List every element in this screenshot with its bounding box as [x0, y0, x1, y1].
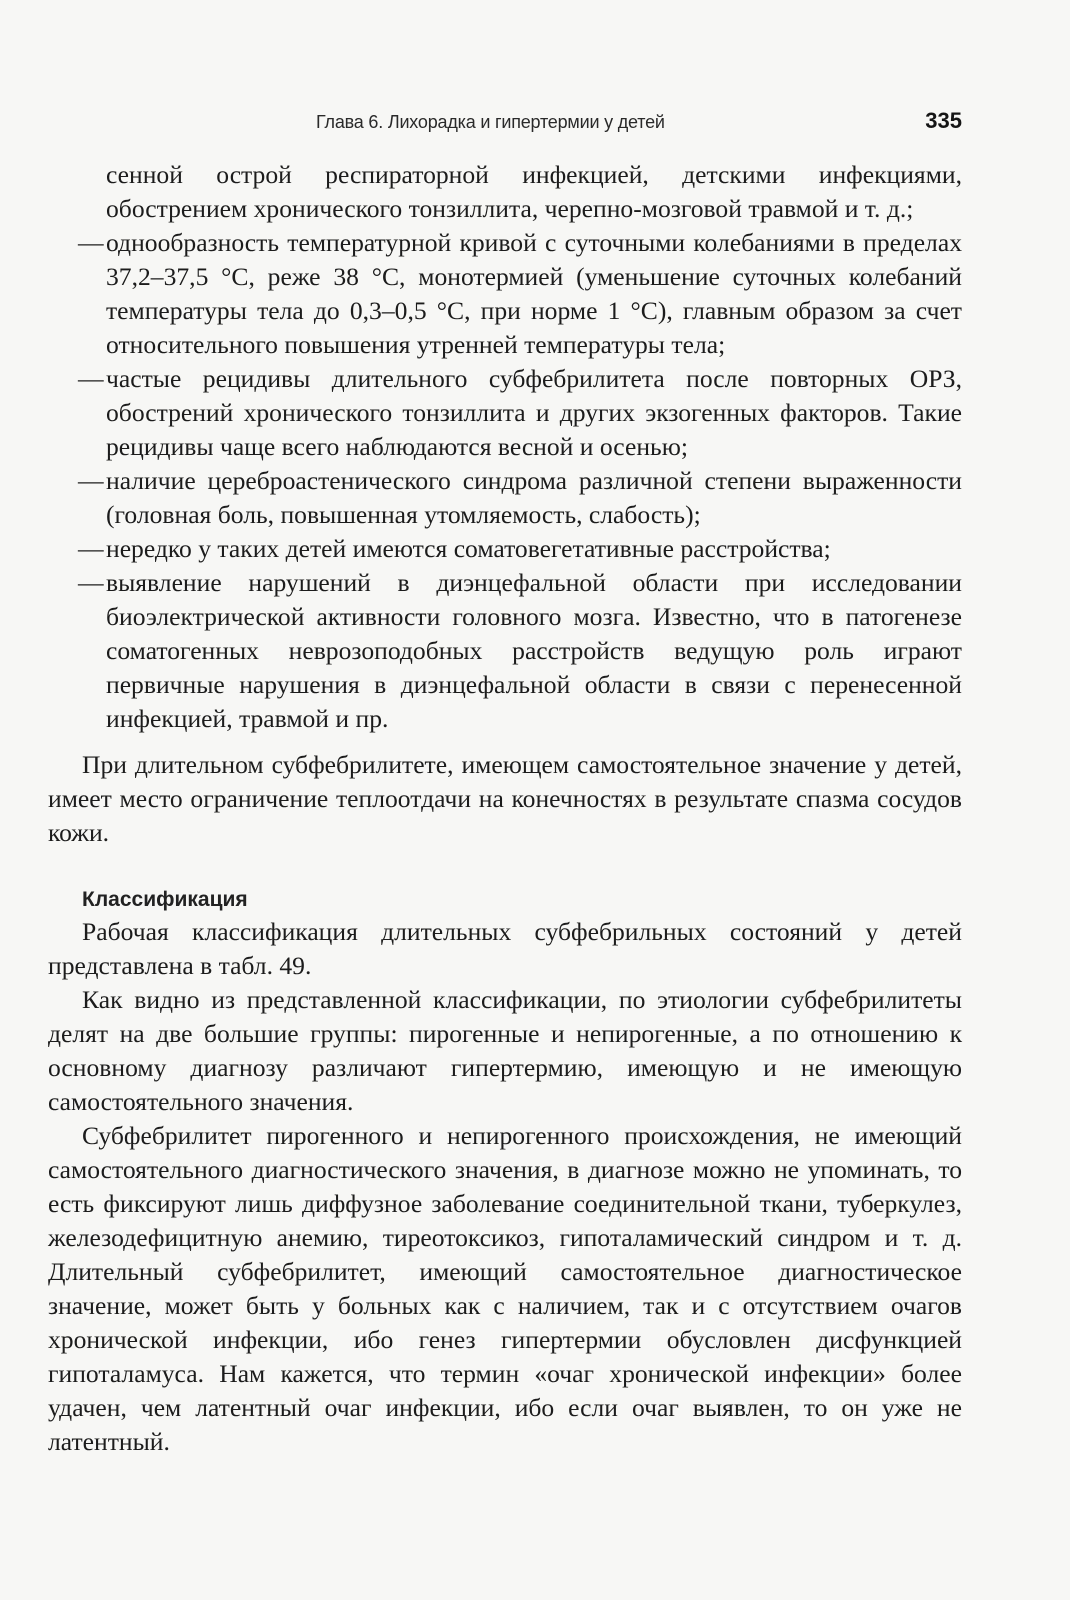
- paragraph: При длительном субфебрилитете, имеющем самостоятельное значение у детей, имеет место ограничение теплоотдачи на конечностях в результате спазма сосудов кожи.: [48, 750, 962, 847]
- section-heading: Классификация: [82, 888, 248, 911]
- paragraph: Рабочая классификация длительных субфебрильных состояний у детей представлена в табл. 49.: [48, 917, 962, 980]
- running-header: [48, 108, 962, 138]
- list-item-text: выявление нарушений в диэнцефальной области при исследовании биоэлектрической активности головного мозга. Известно, что в патогенезе соматогенных неврозоподобных расстройств ведущую роль играют первичные нарушения в диэнцефальной области в связи с перенесенной инфекцией, травмой и пр.: [106, 568, 962, 733]
- chapter-title: Глава 6. Лихорадка и гипертермии у детей: [316, 112, 665, 132]
- list-item: [48, 566, 962, 736]
- list-item-text: однообразность температурной кривой с суточными колебаниями в пределах 37,2–37,5 °С, реже 38 °С, монотермией (уменьшение суточных колебаний температуры тела до 0,3–0,5 °С, при норме 1 °С), главным образом за счет относительного повышения утренней температуры тела;: [106, 228, 962, 359]
- main-text: [48, 158, 962, 1459]
- list-item: [48, 532, 962, 566]
- dash-marker: —: [78, 228, 104, 257]
- list-item-text: частые рецидивы длительного субфебрилитета после повторных ОРЗ, обострений хронического тонзиллита и других экзогенных факторов. Такие рецидивы чаще всего наблюдаются весной и осенью;: [106, 364, 962, 461]
- paragraph: Субфебрилитет пирогенного и непирогенного происхождения, не имеющий самостоятельного диагностического значения, в диагнозе можно не упоминать, то есть фиксируют лишь диффузное заболевание соединительной ткани, туберкулез, железодефицитную анемию, тиреотоксикоз, гипоталамический синдром и т. д. Длительный субфебрилитет, имеющий самостоятельное диагностическое значение, может быть у больных как с наличием, так и с отсутствием очагов хронической инфекции, ибо генез гипертермии обусловлен дисфункцией гипоталамуса. Нам кажется, что термин «очаг хронической инфекции» более удачен, чем латентный очаг инфекции, ибо если очаг выявлен, то он уже не латентный.: [48, 1121, 962, 1456]
- dash-marker: —: [78, 466, 104, 495]
- list-item: [48, 226, 962, 362]
- symptom-list: [48, 226, 962, 736]
- paragraph: Как видно из представленной классификации, по этиологии субфебрилитеты делят на две большие группы: пирогенные и непирогенные, а по отношению к основному диагнозу различают гипертермию, имеющую и не имеющую самостоятельного значения.: [48, 985, 962, 1116]
- list-item: [48, 464, 962, 532]
- page-number: 335: [925, 108, 962, 133]
- list-item-text: нередко у таких детей имеются соматовегетативные расстройства;: [106, 534, 831, 563]
- continued-list-item: сенной острой респираторной инфекцией, детскими инфекциями, обострением хронического тонзиллита, черепно-мозговой травмой и т. д.;: [106, 160, 962, 223]
- list-item: [48, 362, 962, 464]
- dash-marker: —: [78, 534, 104, 563]
- list-item-text: наличие цереброастенического синдрома различной степени выраженности (головная боль, повышенная утомляемость, слабость);: [106, 466, 962, 529]
- dash-marker: —: [78, 364, 104, 393]
- dash-marker: —: [78, 568, 104, 597]
